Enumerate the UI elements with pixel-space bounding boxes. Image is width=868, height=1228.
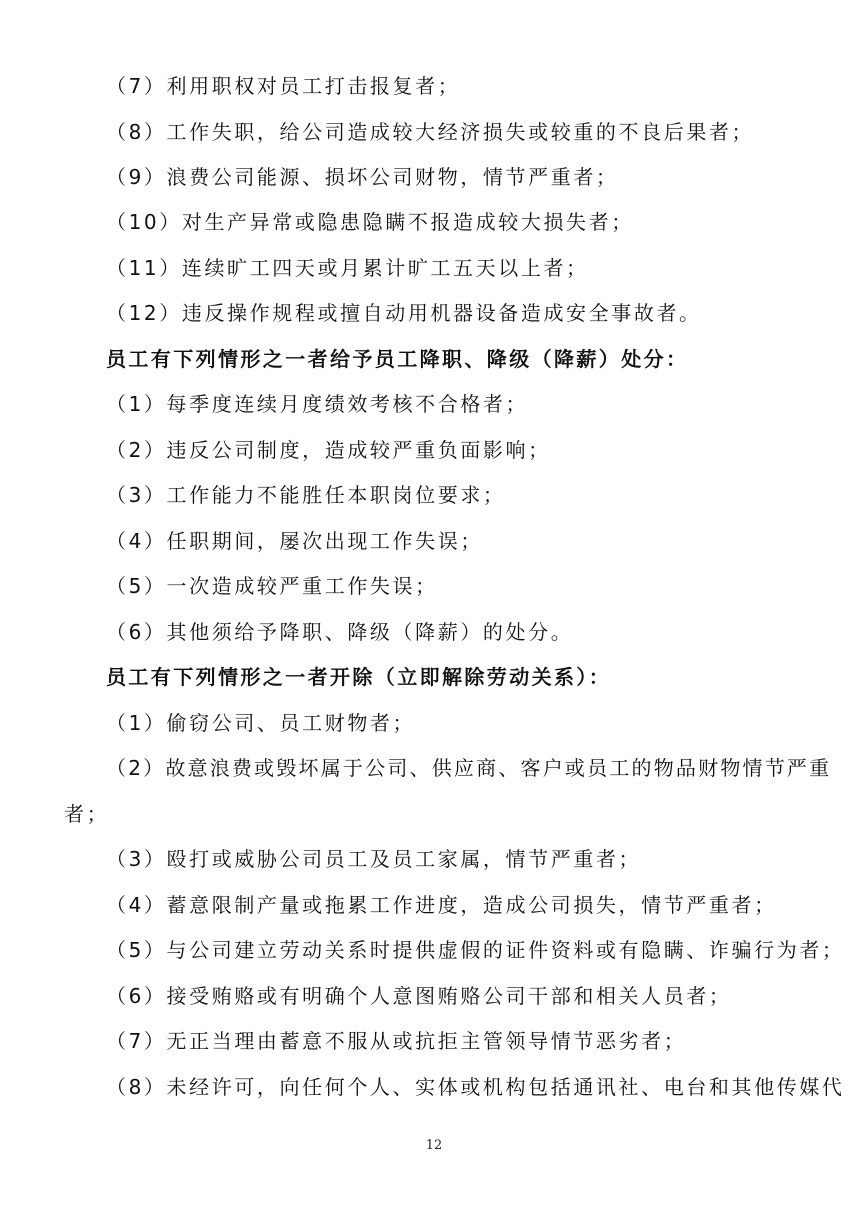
list-item: （6）其他须给予降职、降级（降薪）的处分。	[106, 620, 574, 644]
list-item: （4）任职期间，屡次出现工作失误；	[106, 529, 483, 553]
list-item: （6）接受贿赂或有明确个人意图贿赂公司干部和相关人员者；	[106, 984, 732, 1008]
list-item: （11）连续旷工四天或月累计旷工五天以上者；	[106, 256, 589, 280]
list-item: （2）故意浪费或毁坏属于公司、供应商、客户或员工的物品财物情节严重	[106, 756, 832, 780]
list-item: （5）与公司建立劳动关系时提供虚假的证件资料或有隐瞒、诈骗行为者；	[106, 938, 845, 962]
section-heading-demotion: 员工有下列情形之一者给予员工降职、降级（降薪）处分：	[106, 347, 689, 371]
list-item: （10）对生产异常或隐患隐瞒不报造成较大损失者；	[106, 210, 634, 234]
list-item: （7）利用职权对员工打击报复者；	[106, 74, 461, 98]
list-item: （1）偷窃公司、员工财物者；	[106, 711, 416, 735]
list-item: （8）工作失职，给公司造成较大经济损失或较重的不良后果者；	[106, 120, 755, 144]
list-item: （5）一次造成较严重工作失误；	[106, 574, 438, 598]
page-number: 12	[425, 1138, 443, 1153]
list-item: （8）未经许可，向任何个人、实体或机构包括通讯社、电台和其他传媒代	[106, 1075, 845, 1099]
list-item: （12）违反操作规程或擅自动用机器设备造成安全事故者。	[106, 301, 702, 325]
list-item: （7）无正当理由蓄意不服从或抗拒主管领导情节恶劣者；	[106, 1029, 687, 1053]
list-item: （3）工作能力不能胜任本职岗位要求；	[106, 483, 506, 507]
list-item: （2）违反公司制度，造成较严重负面影响；	[106, 438, 551, 462]
section-heading-dismissal: 员工有下列情形之一者开除（立即解除劳动关系）：	[106, 665, 612, 689]
list-item: （3）殴打或威胁公司员工及员工家属，情节严重者；	[106, 847, 642, 871]
list-item-continuation: 者；	[64, 802, 110, 826]
list-item: （9）浪费公司能源、损坏公司财物，情节严重者；	[106, 165, 619, 189]
list-item: （4）蓄意限制产量或拖累工作进度，造成公司损失，情节严重者；	[106, 893, 777, 917]
list-item: （1）每季度连续月度绩效考核不合格者；	[106, 392, 529, 416]
